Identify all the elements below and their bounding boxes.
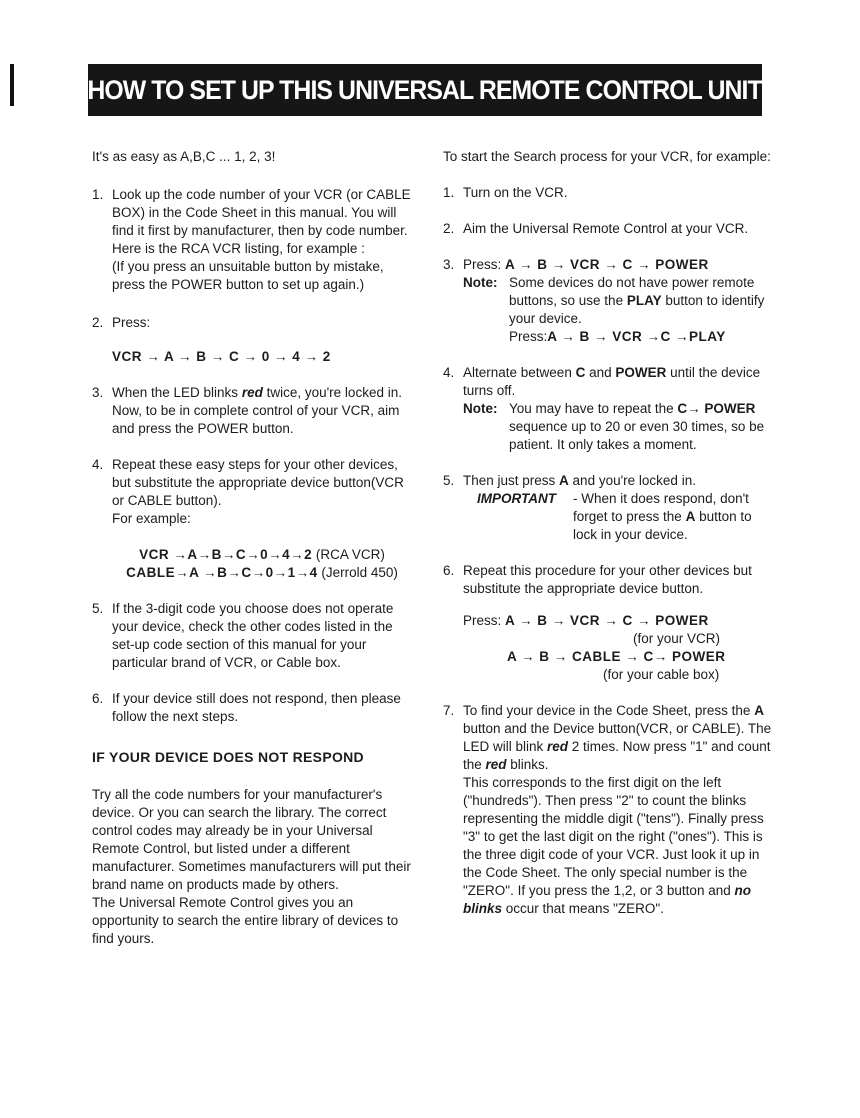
title-banner [88,64,762,116]
important-label: IMPORTANT [477,491,556,506]
step-text: Repeat these easy steps for your other devices, but substitute the appropriate device button(VCR or CABLE button). [112,457,404,508]
step-number: 1. [443,185,455,200]
margin-bar [10,64,14,106]
step-number: 6. [443,563,455,578]
step-text: If your device still does not respond, then please follow the next steps. [112,691,401,724]
left-intro: It's as easy as A,B,C ... 1, 2, 3! [92,149,276,164]
step-4 [92,456,412,582]
step-paragraph: This corresponds to the first digit on the left ("hundreds"). Then press "2" to count the blinks representing the middle digit ("tens"). Finally press "3" to get the last digit on the right ("ones"). This is the three digit code of your VCR. Just look it up in the Code Sheet. The only special number is the "ZERO". If you press the 1,2, or 3 button and no blinks occur that means "ZERO". [463,775,764,916]
step-text: Look up the code number of your VCR (or CABLE BOX) in the Code Sheet in this manual. You will find it first by manufacturer, then by code number. Here is the RCA VCR listing, for example : [112,187,411,256]
search-step-5 [443,472,773,544]
step-number: 4. [443,365,455,380]
step-text: Press: A → B → VCR → C → POWER [463,257,709,272]
step-number: 3. [92,385,104,400]
note [463,274,773,346]
vcr-sequence-note: (for your VCR) [633,631,721,646]
left-column [92,148,412,948]
step-number: 3. [443,257,455,272]
step-3 [92,384,412,438]
step-number: 4. [92,457,104,472]
vcr-sequence: Press: A → B → VCR → C → POWER [463,613,709,628]
section-heading: IF YOUR DEVICE DOES NOT RESPOND [92,749,364,765]
example-label: For example: [112,511,191,526]
right-column [443,148,773,918]
search-step-7 [443,702,773,918]
cable-sequence-note: (for your cable box) [603,667,720,682]
cable-sequence: A → B → CABLE → C→ POWER [507,649,726,664]
step-6 [92,690,412,726]
step-number: 1. [92,187,104,202]
step-text: To find your device in the Code Sheet, press the A button and the Device button(VCR, or CABLE). The LED will blink red 2 times. Now press "1" and count the red blinks. [463,703,772,772]
step-text: Alternate between C and POWER until the device turns off. [463,365,761,398]
step-number: 2. [443,221,455,236]
note-label: Note: [463,401,498,416]
step-text: Repeat this procedure for your other devices but substitute the appropriate device button. [463,563,752,596]
note-sequence: Press:A → B → VCR →C →PLAY [509,329,726,344]
step-5 [92,600,412,672]
step-number: 7. [443,703,455,718]
step-number: 2. [92,315,104,330]
step-text: Then just press A and you're locked in. [463,473,696,488]
step-text: Turn on the VCR. [463,185,568,200]
search-step-2 [443,220,773,238]
search-step-1 [443,184,773,202]
step-text: When the LED blinks red twice, you're locked in. Now, to be in complete control of your VCR, aim and press the POWER button. [112,385,402,436]
search-step-6 [443,562,773,684]
step-text: If the 3-digit code you choose does not operate your device, check the other codes listed in the set-up code section of this manual for your particular brand of VCR, or Cable box. [112,601,394,670]
important-text: - When it does respond, don't forget to press the A button to lock in your device. [573,491,752,542]
example-line-vcr: VCR →A→B→C→0→4→2 (RCA VCR) [139,547,385,562]
step-text: Aim the Universal Remote Control at your VCR. [463,221,749,236]
button-sequence: A → B → VCR → C → POWER [505,257,709,272]
note-text: Some devices do not have power remote buttons, so use the PLAY button to identify your device. [509,275,765,326]
step-2 [92,314,412,366]
page-title: HOW TO SET UP THIS UNIVERSAL REMOTE CONTROL UNIT [87,74,763,105]
right-intro: To start the Search process for your VCR, for example: [443,149,771,164]
search-step-4 [443,364,773,454]
step-paren-text: (If you press an unsuitable button by mistake, press the POWER button to set up again.) [112,259,384,292]
section-paragraph: The Universal Remote Control gives you an opportunity to search the entire library of devices to find yours. [92,895,399,946]
step-number: 5. [92,601,104,616]
example-line-cable: CABLE→A →B→C→0→1→4 (Jerrold 450) [126,565,398,580]
note-label: Note: [463,275,498,290]
button-sequence: VCR → A → B → C → 0 → 4 → 2 [112,349,331,364]
note-text: You may have to repeat the C→ POWER sequence up to 20 or even 30 times, so be patient. It only takes a moment. [509,401,765,452]
step-number: 6. [92,691,104,706]
search-step-3 [443,256,773,346]
important-note [463,490,773,544]
step-number: 5. [443,473,455,488]
section-paragraph: Try all the code numbers for your manufacturer's device. Or you can search the library. The correct control codes may already be in your Universal Remote Control, but listed under a different manufacturer. Sometimes manufacturers will put their brand name on products made by others. [92,787,411,892]
step-text: Press: [112,315,151,330]
note [463,400,773,454]
red-emphasis: red [241,385,263,400]
step-1 [92,186,412,294]
